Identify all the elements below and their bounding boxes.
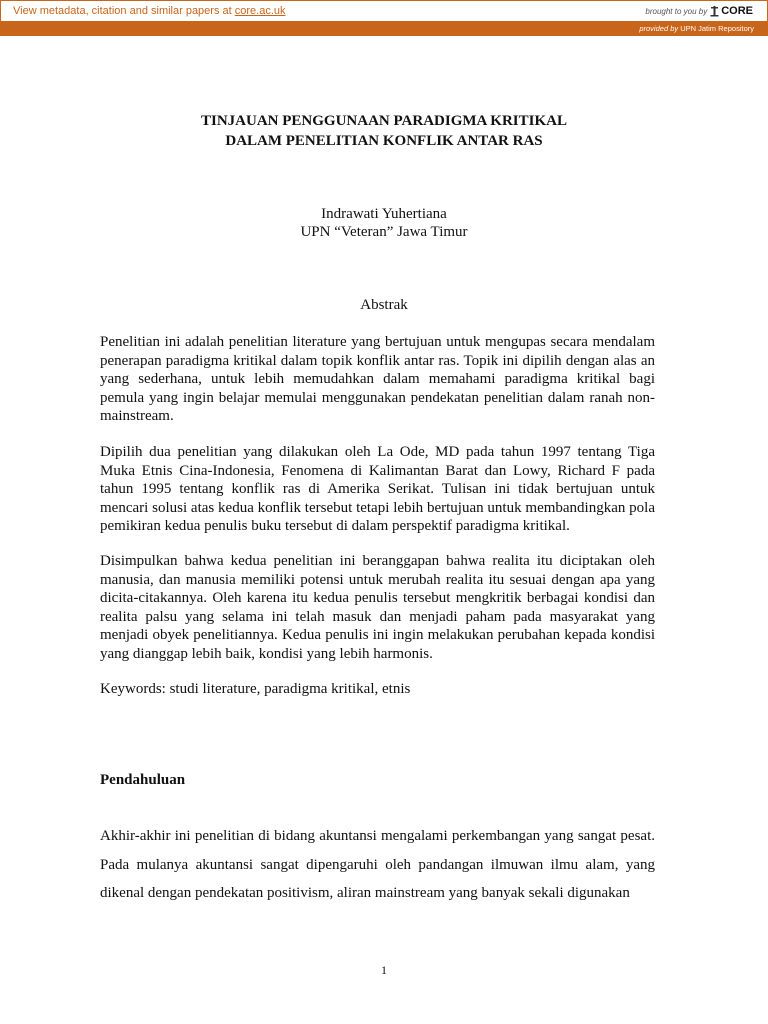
- intro-paragraph-1: Akhir-akhir ini penelitian di bidang akuntansi mengalami perkembangan yang sangat pesat. Pada mulanya akuntansi sangat dipengaruhi oleh pandangan ilmuwan ilmu alam, yang dikenal dengan pendekatan positivism, aliran mainstream yang banyak sekali digunakan: [100, 828, 655, 901]
- keywords: Keywords: studi literature, paradigma kritikal, etnis: [100, 681, 411, 697]
- core-logo-icon: [710, 5, 719, 17]
- section-heading-pendahuluan: Pendahuluan: [100, 772, 186, 788]
- core-link-text: View metadata, citation and similar papers at: [13, 5, 235, 17]
- core-domain-link[interactable]: core.ac.uk: [234, 5, 286, 17]
- core-logo-text: CORE: [721, 5, 753, 17]
- core-logo[interactable]: [710, 5, 753, 17]
- author-affiliation: UPN “Veteran” Jawa Timur: [300, 224, 468, 240]
- paper-title-line1: TINJAUAN PENGGUNAAN PARADIGMA KRITIKAL: [201, 113, 567, 129]
- author-name: Indrawati Yuhertiana: [321, 206, 447, 222]
- provided-source[interactable]: UPN Jatim Repository: [680, 24, 754, 33]
- core-banner: [0, 0, 768, 22]
- abstract-paragraph-2: Dipilih dua penelitian yang dilakukan oleh La Ode, MD pada tahun 1997 tentang Tiga Muka Etnis Cina-Indonesia, Fenomena di Kalimantan Barat dan Lowy, Richard F pada tahun 1995 tentang konflik ras di Amerika Serikat. Tulisan ini tidak bertujuan untuk mencari solusi atas kedua konflik tersebut tetapi lebih bertujuan untuk membandingkan pola pemikiran kedua penulis buku tersebut di dalam perspektif paradigma kritikal.: [100, 444, 655, 534]
- provided-by: [639, 24, 754, 33]
- abstract-paragraph-3: Disimpulkan bahwa kedua penelitian ini beranggapan bahwa realita itu diciptakan oleh manusia, dan manusia memiliki potensi untuk merubah realita itu sesuai dengan apa yang dicita-citakannya. Oleh karena itu kedua penulis tersebut mengkritik berbagai kondisi dan realita palsu yang selama ini telah masuk dan menjadi paham pada masyarakat yang menjadi obyek penelitiannya. Kedua penulis ini ingin melakukan perubahan kepada kondisi yang dianggap lebih baik, kondisi yang lebih harmonis.: [100, 553, 655, 662]
- page-number: 1: [381, 963, 387, 977]
- core-provided-bar: [0, 22, 768, 36]
- core-brand: [645, 5, 753, 17]
- brought-by-text: brought to you by: [645, 6, 708, 16]
- core-metadata-link[interactable]: [13, 5, 286, 17]
- paper-title-line2: DALAM PENELITIAN KONFLIK ANTAR RAS: [225, 133, 543, 149]
- abstract-heading: Abstrak: [360, 297, 408, 313]
- abstract-paragraph-1: Penelitian ini adalah penelitian literature yang bertujuan untuk mengupas secara mendalam penerapan paradigma kritikal dalam topik konflik antar ras. Topik ini dipilih dengan alas an yang sederhana, untuk lebih memudahkan dalam memahami paradigma kritikal bagi pemula yang ingin belajar memulai menggunakan pendekatan penelitian dalam ranah non-mainstream.: [100, 334, 655, 424]
- provided-by-label: provided by: [639, 24, 679, 33]
